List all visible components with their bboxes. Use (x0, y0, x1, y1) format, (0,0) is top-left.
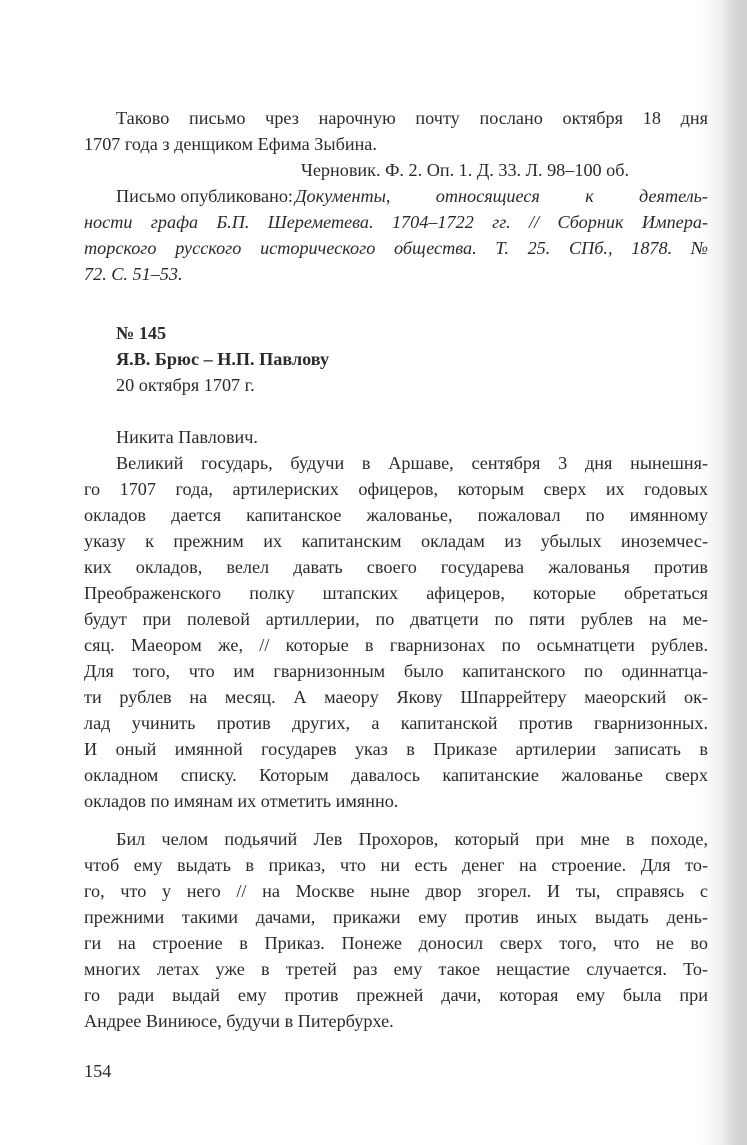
paragraph-1-line: лад учинить против других, а капитанской против гварнизонных. (84, 713, 708, 733)
paragraph-1-line: Для того, что им гварнизонным было капитанского по одиннатца- (84, 661, 708, 681)
archive-reference: Черновик. Ф. 2. Оп. 1. Д. 33. Л. 98–100 об. (301, 160, 630, 180)
paragraph-1-line: окладном списку. Которым давалось капитанские жалованье сверх (84, 765, 708, 785)
paragraph-1-line: ти рублев на месяц. А маеору Якову Шпаррейтеру маеорский ок- (84, 687, 708, 707)
paragraph-1-line: окладов дается капитанское жалованье, пожаловал по имянному (84, 505, 708, 525)
paragraph-1-line: ких окладов, велел давать своего государева жалованья против (84, 557, 708, 577)
publication-line-3: торского русского исторического общества. Т. 25. СПб., 1878. № (84, 238, 708, 258)
publication-line-2: ности графа Б.П. Шереметева. 1704–1722 гг. // Сборник Импера- (84, 212, 708, 232)
publication-line-1 (116, 183, 708, 209)
letter-date: 20 октября 1707 г. (116, 375, 255, 395)
paragraph-1-line: Великий государь, будучи в Аршаве, сентября 3 дня нынешня- (116, 453, 708, 473)
page-number: 154 (84, 1061, 112, 1081)
paragraph-2-line: Андрее Виниюсе, будучи в Питербурхе. (84, 1011, 394, 1031)
intro-line-1: Таково письмо чрез нарочную почту послано октября 18 дня (116, 108, 708, 128)
paragraph-1-line: сяц. Маеором же, // которые в гварнизонах по осьмнатцети рублев. (84, 635, 708, 655)
publication-line-4: 72. С. 51–53. (84, 264, 183, 284)
letter-number: № 145 (116, 323, 167, 343)
paragraph-1-line: указу к прежним их капитанским окладам из убылых иноземчес- (84, 531, 708, 551)
paragraph-2-line: прежними такими дачами, прикажи ему против иных выдать день- (84, 907, 708, 927)
paragraph-2-line: го, что у него // на Москве ныне двор згорел. И ты, справясь с (84, 881, 708, 901)
paragraph-1-line: Преображенского полку штапских афицеров, которые обретаться (84, 583, 708, 603)
intro-line-2: 1707 года з денщиком Ефима Зыбина. (84, 134, 377, 154)
letter-salutation: Никита Павлович. (116, 427, 258, 447)
paragraph-1-line: окладов по имянам их отметить имянно. (84, 791, 399, 811)
paragraph-2-line: Бил челом подьячий Лев Прохоров, который при мне в походе, (116, 829, 708, 849)
paragraph-2-line: чтоб ему выдать в приказ, что ни есть денег на строение. Для то- (84, 855, 708, 875)
paragraph-1-line: го 1707 года, артилериских офицеров, которым сверх их годовых (84, 479, 708, 499)
paragraph-2-line: ги на строение в Приказ. Понеже доносил сверх того, что не во (84, 933, 708, 953)
paragraph-2-line: многих летах уже в третей раз ему такое нещастие случается. То- (84, 959, 708, 979)
paragraph-1-line: И оный имянной государев указ в Приказе артилерии записать в (84, 739, 708, 759)
letter-heading: Я.В. Брюс – Н.П. Павлову (116, 349, 330, 369)
paragraph-1-line: будут при полевой артиллерии, по дватцети по пяти рублев на ме- (84, 609, 708, 629)
paragraph-2-line: го ради выдай ему против прежней дачи, которая ему была при (84, 985, 708, 1005)
publication-title-part-1: Документы, относящиеся к деятель- (294, 186, 708, 206)
publication-lead: Письмо опубликовано: (116, 186, 293, 206)
